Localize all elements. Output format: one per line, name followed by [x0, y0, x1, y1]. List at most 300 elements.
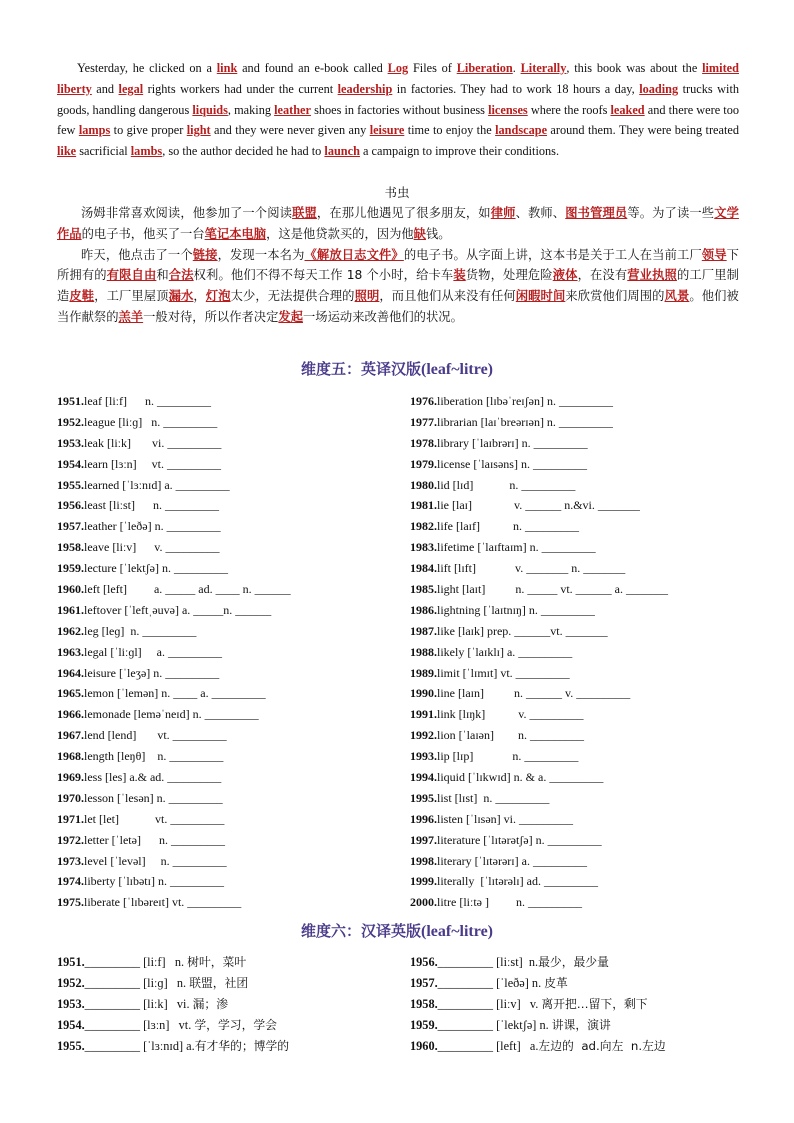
vocab-item [57, 433, 291, 454]
passage-text: and [91, 81, 119, 96]
item-text: leave [liːv] v. _________ [84, 540, 220, 555]
item-text: lightning [ˈlaɪtnɪŋ] n. _________ [437, 602, 595, 617]
keyword: 风景 [664, 289, 690, 304]
keyword: 灯泡 [205, 289, 231, 304]
item-number: 1964. [57, 665, 84, 680]
item-number: 1951. [57, 955, 85, 969]
passage-text: ，在那儿他遇见了很多朋友，如 [316, 206, 491, 220]
passage-text: 的电子书。从字面上讲，这本书是关于工人在当前工厂 [403, 247, 702, 262]
item-number: 1952. [57, 976, 85, 990]
item-number: 1970. [57, 790, 84, 805]
item-number: 1989. [410, 665, 437, 680]
item-text: level [ˈlevəl] n. _________ [84, 853, 227, 868]
vocab-item [410, 516, 668, 537]
item-number: 1988. [410, 644, 437, 659]
item-text: litre [liːtə ] n. _________ [437, 895, 582, 910]
vocab-item [57, 767, 291, 788]
item-text: leftover [ˈleftˌəuvə] a. _____n. ______ [84, 602, 272, 617]
answer-blank[interactable]: _________ [84, 997, 141, 1011]
vocab-item [57, 704, 291, 725]
vocab-item [57, 851, 291, 872]
item-number: 1990. [410, 686, 437, 701]
item-number: 1957. [57, 519, 84, 534]
passage-text: shoes in factories without business [310, 102, 489, 117]
section6-title-en: (leaf~litre) [421, 923, 493, 940]
vocab-item [410, 433, 668, 454]
item-text: line [laɪn] n. ______ v. _________ [437, 686, 631, 701]
item-text: less [les] a.& ad. _________ [84, 770, 222, 785]
vocab-item [57, 725, 291, 746]
item-meaning: 漏；渗 [192, 997, 229, 1011]
vocab-item [410, 892, 668, 913]
item-text: limit [ˈlɪmɪt] vt. _________ [437, 665, 570, 680]
item-number: 1968. [57, 749, 84, 764]
item-text: leaf [liːf] n. _________ [84, 394, 211, 408]
vocab-item [410, 558, 668, 579]
keyword: liquids [192, 102, 228, 117]
answer-blank[interactable]: _________ [437, 976, 494, 990]
vocab-item [57, 1036, 289, 1057]
passage-text: in factories. They had to work 18 hours a day, [392, 81, 640, 96]
keyword: licenses [488, 102, 528, 117]
keyword: 皮鞋 [69, 289, 95, 304]
keyword: 漏水 [168, 289, 194, 304]
keyword: landscape [495, 123, 548, 138]
item-phonetic: [ˈlɜːnɪd] a. [140, 1039, 195, 1053]
passage-text: ，在没有 [577, 268, 628, 283]
item-meaning: 学，学习，学会 [194, 1018, 277, 1032]
item-number: 1965. [57, 686, 84, 701]
vocab-item [410, 663, 668, 684]
item-text: lend [lend] vt. _________ [84, 728, 227, 743]
item-phonetic: [liːv] v. [493, 997, 542, 1011]
item-number: 1962. [57, 623, 84, 638]
item-text: lesson [ˈlesən] n. _________ [84, 790, 223, 805]
passage-text: a campaign to improve their conditions. [359, 144, 560, 159]
vocab-item [410, 851, 668, 872]
item-number: 1954. [57, 456, 84, 471]
vocab-item [410, 621, 668, 642]
item-text: lemonade [leməˈneɪd] n. _________ [84, 707, 259, 722]
item-number: 1971. [57, 811, 84, 826]
keyword: 联盟 [292, 206, 317, 220]
vocab-item [410, 746, 668, 767]
passage-text: 汤姆非常喜欢阅读，他参加了一个阅读 [81, 206, 293, 220]
passage-text: ，而且他们从来没有任何 [379, 289, 516, 304]
answer-blank[interactable]: _________ [84, 976, 141, 990]
keyword: leaked [610, 102, 645, 117]
item-text: lemon [ˈlemən] n. ____ a. _________ [84, 686, 266, 701]
keyword: Liberation [456, 61, 513, 75]
item-meaning: 讲课，演讲 [551, 1018, 611, 1032]
item-text: lip [lɪp] n. _________ [437, 749, 579, 764]
passage-text: and there were too few [57, 102, 740, 138]
item-number: 1959. [57, 561, 84, 576]
item-number: 1966. [57, 707, 84, 722]
vocab-item [57, 537, 291, 558]
item-number: 1994. [410, 770, 437, 785]
vocab-item [57, 788, 291, 809]
item-text: lift [lɪft] v. _______ n. _______ [437, 561, 626, 576]
item-number: 1959. [410, 1018, 438, 1032]
keyword: 领导 [701, 247, 727, 262]
passage-text: around them. They were being treated [547, 123, 739, 138]
vocab-item [57, 892, 291, 913]
keyword: leather [274, 102, 311, 117]
keyword: liberty [57, 81, 92, 96]
vocab-item [410, 495, 668, 516]
item-number: 1983. [410, 540, 437, 555]
vocab-item [410, 767, 668, 788]
item-text: license [ˈlaɪsəns] n. _________ [437, 456, 587, 471]
section6-title-cn: 维度六：汉译英版 [301, 922, 422, 940]
item-phonetic: [ˈlektʃə] n. [493, 1018, 552, 1032]
item-number: 1992. [410, 728, 437, 743]
keyword: 有限自由 [106, 268, 157, 283]
item-meaning: 离开把…留下，剩下 [541, 997, 648, 1011]
vocab-item [410, 579, 668, 600]
passage-text: 来欣赏他们周围的 [565, 289, 665, 304]
passage-text: ，工厂里屋顶 [94, 289, 169, 304]
section6-heading [0, 920, 794, 941]
item-meaning: 树叶，菜叶 [187, 955, 247, 969]
passage-text: 的电子书，他买了一台 [81, 226, 205, 241]
chinese-paragraph-1 [57, 203, 739, 245]
vocab-item [410, 391, 668, 412]
item-number: 1952. [57, 414, 84, 429]
item-text: liberate [ˈlɪbəreɪt] vt. _________ [84, 895, 242, 910]
passage-text: ， [193, 289, 206, 304]
answer-blank[interactable]: _________ [437, 1039, 494, 1053]
vocab-item [410, 704, 668, 725]
answer-blank[interactable]: _________ [84, 955, 141, 969]
item-text: left [left] a. _____ ad. ____ n. ______ [84, 582, 291, 597]
item-number: 1963. [57, 644, 84, 659]
item-text: least [liːst] n. _________ [84, 498, 219, 513]
keyword: 文学作品 [57, 206, 739, 241]
item-text: leg [leɡ] n. _________ [84, 623, 197, 638]
section5-title-cn: 维度五：英译汉版 [301, 360, 422, 378]
item-number: 1969. [57, 770, 84, 785]
keyword: 营业执照 [627, 268, 677, 283]
item-number: 1954. [57, 1018, 85, 1032]
english-passage [57, 58, 739, 162]
vocab-item [57, 454, 291, 475]
keyword: 图书管理员 [565, 206, 628, 220]
vocab-item [410, 973, 666, 994]
passage-text: 下所拥有的 [57, 247, 739, 283]
item-number: 1951. [57, 394, 84, 408]
answer-blank[interactable]: _________ [84, 1018, 141, 1032]
item-meaning: 联盟，社团 [189, 976, 249, 990]
item-number: 1984. [410, 561, 437, 576]
vocab-item [57, 952, 289, 973]
vocab-item [57, 579, 291, 600]
keyword: leadership [337, 81, 393, 96]
vocab-item [57, 663, 291, 684]
passage-text: Files of [408, 61, 457, 75]
item-meaning: 左边的 ad.向左 n.左边 [538, 1039, 666, 1053]
item-phonetic: [liːɡ] n. [140, 976, 190, 990]
item-meaning: 有才华的；博学的 [194, 1039, 290, 1053]
vocab-item [410, 642, 668, 663]
passage-text: ，发现一本名为 [217, 247, 305, 262]
passage-text: sacrificial [76, 144, 131, 159]
keyword: Literally [520, 61, 567, 75]
vocab-item [410, 1015, 666, 1036]
item-number: 1997. [410, 832, 437, 847]
item-number: 1953. [57, 435, 84, 450]
keyword: 律师 [490, 206, 516, 220]
item-number: 1960. [57, 582, 84, 597]
item-number: 1972. [57, 832, 84, 847]
passage-text: 一场运动来改善他们的状况。 [303, 309, 463, 324]
item-number: 1982. [410, 519, 437, 534]
item-number: 1960. [410, 1039, 438, 1053]
section5-title-en: (leaf~litre) [421, 361, 493, 378]
section5-left-column [57, 391, 291, 913]
item-phonetic: [liːk] vi. [140, 997, 193, 1011]
keyword: 发起 [278, 309, 303, 324]
answer-blank[interactable]: _________ [437, 1018, 494, 1032]
item-text: leather [ˈleðə] n. _________ [84, 519, 221, 534]
vocab-item [410, 788, 668, 809]
item-number: 1987. [410, 623, 437, 638]
vocab-item [57, 994, 289, 1015]
item-number: 1996. [410, 811, 437, 826]
item-text: life [laɪf] n. _________ [437, 519, 579, 534]
item-number: 1979. [410, 456, 437, 471]
passage-text: trucks with goods, handling dangerous [57, 81, 740, 117]
chinese-passage-title: 书虫 [384, 185, 410, 200]
item-number: 1986. [410, 602, 437, 617]
item-text: letter [ˈletə] n. _________ [84, 832, 225, 847]
item-text: library [ˈlaɪbrərɪ] n. _________ [437, 435, 588, 450]
item-text: legal [ˈliːɡl] a. _________ [84, 644, 222, 659]
item-text: liberty [ˈlɪbətɪ] n. _________ [84, 874, 224, 889]
keyword: 链接 [192, 247, 218, 262]
item-text: length [leŋθ] n. _________ [84, 749, 224, 764]
vocab-item [57, 871, 291, 892]
item-number: 1974. [57, 874, 84, 889]
passage-text: 昨天，他点击了一个 [81, 247, 193, 262]
answer-blank[interactable]: _________ [437, 997, 494, 1011]
item-number: 1958. [57, 540, 84, 555]
item-number: 1976. [410, 394, 437, 408]
keyword: 缺 [413, 226, 426, 241]
section6-left-column [57, 952, 289, 1057]
keyword: lamps [78, 123, 111, 138]
passage-text: and they were never given any [210, 123, 370, 138]
item-phonetic: [liːf] n. [140, 955, 188, 969]
item-number: 1980. [410, 477, 437, 492]
keyword: 合法 [168, 268, 194, 283]
item-number: 1955. [57, 1039, 85, 1053]
item-number: 1955. [57, 477, 84, 492]
keyword: launch [324, 144, 360, 159]
passage-text: . [512, 61, 521, 75]
item-number: 1985. [410, 582, 437, 597]
passage-text: 的工厂里制造 [57, 268, 739, 304]
vocab-item [57, 621, 291, 642]
vocab-item [410, 475, 668, 496]
section6-right-column [410, 952, 666, 1057]
item-text: light [laɪt] n. _____ vt. ______ a. _______ [437, 582, 668, 597]
passage-text: , this book was about the [566, 61, 703, 75]
vocab-item [410, 454, 668, 475]
vocab-item [410, 683, 668, 704]
item-phonetic: [liːst] n. [493, 955, 539, 969]
item-number: 1978. [410, 435, 437, 450]
passage-text: to give proper [110, 123, 187, 138]
item-number: 1975. [57, 895, 84, 910]
vocab-item [410, 994, 666, 1015]
passage-text: time to enjoy the [404, 123, 496, 138]
item-text: listen [ˈlɪsən] vi. _________ [437, 811, 573, 826]
keyword: 《解放日志文件》 [304, 247, 404, 262]
passage-text: , so the author decided he had to [162, 144, 325, 159]
item-number: 2000. [410, 895, 437, 910]
vocab-item [57, 516, 291, 537]
vocab-item [57, 642, 291, 663]
item-text: list [lɪst] n. _________ [437, 790, 550, 805]
item-number: 1995. [410, 790, 437, 805]
vocab-item [57, 475, 291, 496]
vocab-item [410, 412, 668, 433]
item-number: 1956. [410, 955, 438, 969]
item-text: liquid [ˈlɪkwɪd] n. & a. _________ [437, 770, 604, 785]
item-text: lion [ˈlaɪən] n. _________ [437, 728, 584, 743]
keyword: 液体 [552, 268, 578, 283]
vocab-item [410, 1036, 666, 1057]
item-number: 1999. [410, 874, 437, 889]
section5-right-column [410, 391, 668, 913]
item-meaning: 最少，最少量 [538, 955, 609, 969]
item-text: like [laɪk] prep. ______vt. _______ [437, 623, 608, 638]
keyword: lambs [130, 144, 163, 159]
vocab-item [57, 600, 291, 621]
item-number: 1991. [410, 707, 437, 722]
item-text: leak [liːk] vi. _________ [84, 435, 222, 450]
vocab-item [410, 725, 668, 746]
vocab-item [410, 952, 666, 973]
passage-text: ，这是他贷款买的，因为他 [266, 226, 414, 241]
item-number: 1993. [410, 749, 437, 764]
keyword: link [216, 61, 238, 75]
vocab-item [410, 830, 668, 851]
item-text: leisure [ˈleʒə] n. _________ [84, 665, 220, 680]
vocab-item [57, 1015, 289, 1036]
keyword: 装 [453, 268, 466, 283]
passage-text: 一般对待，所以作者决定 [143, 309, 279, 324]
passage-text: 、教师、 [515, 206, 566, 220]
keyword: limited [702, 61, 739, 75]
passage-text: 太少，无法提供合理的 [230, 289, 355, 304]
item-text: likely [ˈlaɪklɪ] a. _________ [437, 644, 573, 659]
item-text: lie [laɪ] v. ______ n.&vi. _______ [437, 498, 640, 513]
item-number: 1958. [410, 997, 438, 1011]
keyword: like [57, 144, 77, 159]
keyword: light [186, 123, 211, 138]
passage-text: 权利。他们不得不每天工作 18 个小时，给卡车 [193, 268, 454, 283]
item-phonetic: [ˈleðə] n. [493, 976, 545, 990]
passage-text: 货物，处理危险 [465, 268, 553, 283]
item-text: league [liːɡ] n. _________ [84, 414, 218, 429]
keyword: 笔记本电脑 [204, 226, 267, 241]
keyword: 闲暇时间 [515, 289, 566, 304]
item-text: literary [ˈlɪtərərɪ] a. _________ [437, 853, 587, 868]
vocab-item [410, 537, 668, 558]
passage-text: 和 [156, 268, 169, 283]
item-text: learned [ˈlɜːnɪd] a. _________ [84, 477, 230, 492]
passage-text: Yesterday, he clicked on a [77, 61, 217, 75]
item-text: liberation [lɪbəˈreɪʃən] n. _________ [437, 394, 613, 408]
vocab-item [410, 809, 668, 830]
vocab-item [57, 830, 291, 851]
item-phonetic: [lɜːn] vt. [140, 1018, 195, 1032]
item-text: learn [lɜːn] vt. _________ [84, 456, 222, 471]
keyword: Log [387, 61, 409, 75]
item-number: 1961. [57, 602, 84, 617]
passage-text: 。他们被当作献祭的 [57, 289, 739, 324]
section5-heading [0, 358, 794, 379]
passage-text: rights workers had under the current [143, 81, 338, 96]
keyword: 照明 [354, 289, 380, 304]
vocab-item [57, 683, 291, 704]
chinese-passage [57, 203, 739, 328]
item-number: 1981. [410, 498, 437, 513]
item-number: 1956. [57, 498, 84, 513]
chinese-paragraph-2 [57, 245, 739, 328]
item-text: lifetime [ˈlaɪftaɪm] n. _________ [437, 540, 596, 555]
item-text: literature [ˈlɪtərətʃə] n. _________ [437, 832, 602, 847]
passage-text: 等。为了读一些 [627, 206, 715, 220]
passage-text: , making [227, 102, 275, 117]
keyword: leisure [369, 123, 405, 138]
vocab-item [57, 558, 291, 579]
item-phonetic: [left] a. [493, 1039, 539, 1053]
item-text: link [lɪŋk] v. _________ [437, 707, 584, 722]
answer-blank[interactable]: _________ [84, 1039, 141, 1053]
item-number: 1998. [410, 853, 437, 868]
item-number: 1973. [57, 853, 84, 868]
vocab-item [57, 973, 289, 994]
vocab-item [57, 495, 291, 516]
item-number: 1977. [410, 414, 437, 429]
answer-blank[interactable]: _________ [437, 955, 494, 969]
passage-text: and found an e-book called [237, 61, 388, 75]
vocab-item [57, 809, 291, 830]
keyword: 羔羊 [118, 309, 144, 324]
passage-text: 钱。 [425, 226, 451, 241]
item-text: librarian [laɪˈbreərɪən] n. _________ [437, 414, 613, 429]
vocab-item [57, 412, 291, 433]
keyword: legal [118, 81, 144, 96]
item-meaning: 皮革 [544, 976, 568, 990]
keyword: loading [639, 81, 679, 96]
item-text: literally [ˈlɪtərəlɪ] ad. _________ [437, 874, 598, 889]
vocab-item [410, 871, 668, 892]
vocab-item [57, 391, 291, 412]
item-text: lecture [ˈlektʃə] n. _________ [84, 561, 228, 576]
vocab-item [410, 600, 668, 621]
item-text: let [let] vt. _________ [84, 811, 225, 826]
item-number: 1967. [57, 728, 84, 743]
passage-text: where the roofs [527, 102, 611, 117]
item-number: 1953. [57, 997, 85, 1011]
item-number: 1957. [410, 976, 438, 990]
vocab-item [57, 746, 291, 767]
